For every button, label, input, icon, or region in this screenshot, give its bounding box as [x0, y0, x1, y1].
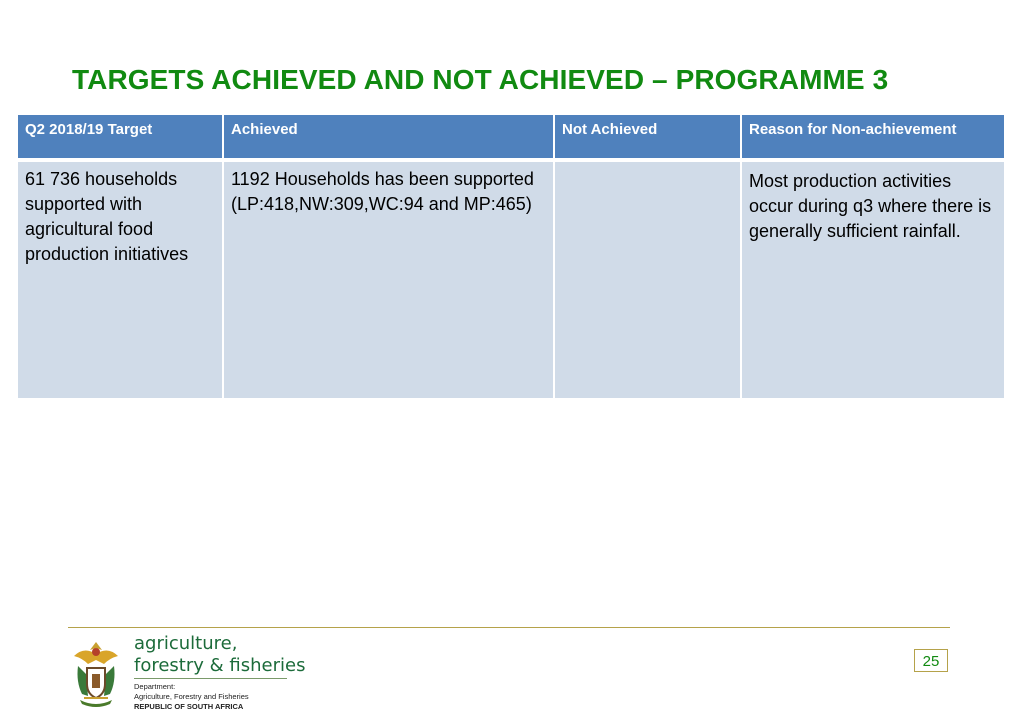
page-number: 25	[914, 649, 948, 672]
brand-line-1: agriculture,	[134, 633, 238, 654]
department-brand	[134, 633, 305, 677]
cell-target: 61 736 households supported with agricultural food production initiatives	[17, 160, 223, 399]
footer-divider	[68, 627, 950, 628]
cell-reason: Most production activities occur during q3 where there is generally sufficient rainfall.	[741, 160, 1005, 399]
brand-line-2: forestry & fisheries	[134, 655, 306, 676]
column-header-not-achieved: Not Achieved	[554, 114, 741, 160]
department-label: Department:	[134, 682, 176, 691]
targets-table	[16, 113, 1006, 400]
page-title: TARGETS ACHIEVED AND NOT ACHIEVED – PROGRAMME 3	[72, 64, 889, 95]
department-info	[134, 682, 249, 712]
table-row	[17, 160, 1005, 399]
brand-divider	[134, 678, 287, 679]
country-name: REPUBLIC OF SOUTH AFRICA	[134, 702, 244, 711]
column-header-target: Q2 2018/19 Target	[17, 114, 223, 160]
table-header-row	[17, 114, 1005, 160]
cell-achieved: 1192 Households has been supported (LP:418,NW:309,WC:94 and MP:465)	[223, 160, 554, 399]
column-header-reason: Reason for Non-achievement	[741, 114, 1005, 160]
cell-not-achieved	[554, 160, 741, 399]
department-name: Agriculture, Forestry and Fisheries	[134, 692, 249, 701]
south-africa-coat-of-arms-icon	[68, 638, 124, 710]
column-header-achieved: Achieved	[223, 114, 554, 160]
